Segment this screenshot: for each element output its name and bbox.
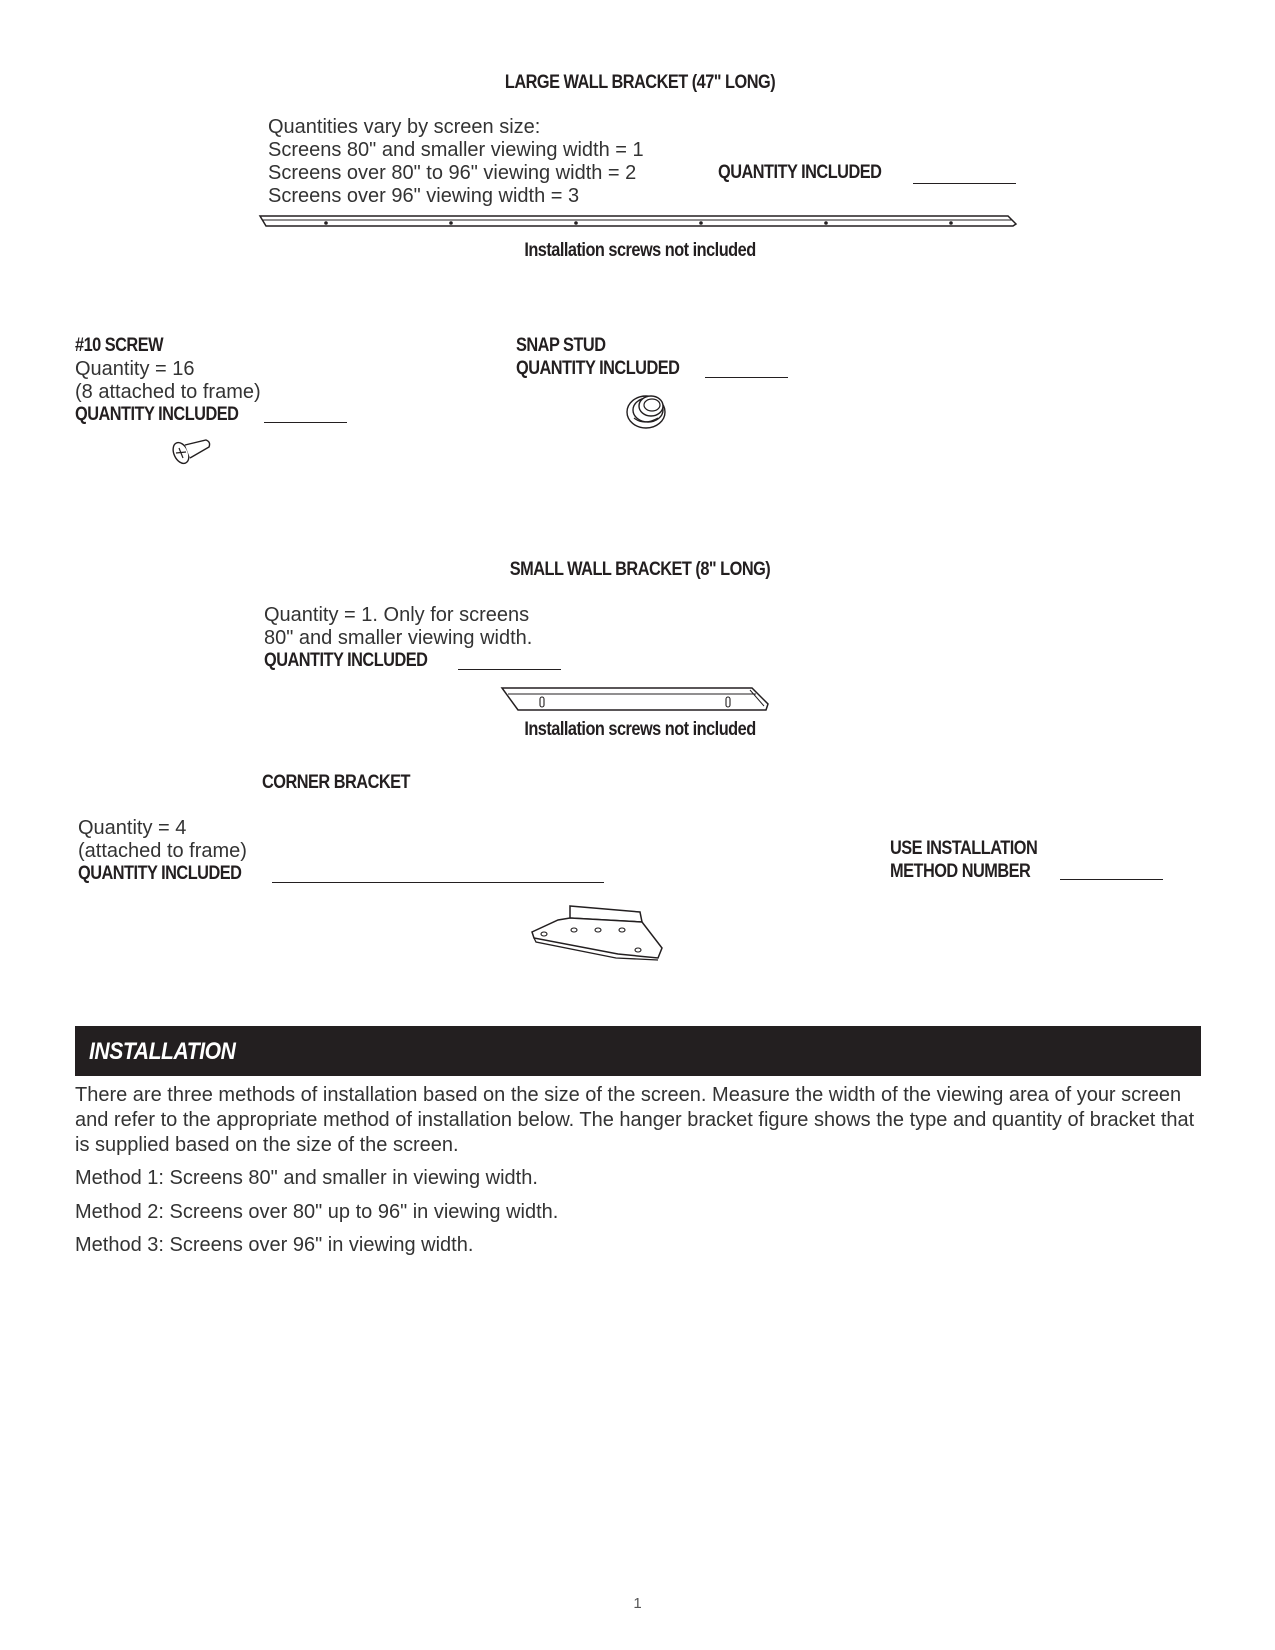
large-bracket-note-line: Screens 80" and smaller viewing width = 1 (268, 139, 644, 161)
corner-bracket-illustration (530, 904, 665, 962)
large-bracket-note-line: Screens over 80" to 96" viewing width = 2 (268, 162, 637, 184)
installation-title: INSTALLATION (89, 1038, 236, 1065)
method-3: Method 3: Screens over 96" in viewing width. (75, 1234, 474, 1256)
large-bracket-quantity-blank[interactable] (913, 167, 1016, 184)
quantity-included-label: QUANTITY INCLUDED (264, 650, 428, 671)
snap-stud-quantity-blank[interactable] (705, 362, 788, 378)
quantity-included-label: QUANTITY INCLUDED (718, 162, 882, 183)
screw-section (75, 335, 265, 427)
quantity-included-label: QUANTITY INCLUDED (75, 404, 239, 425)
method-number-label: METHOD NUMBER (890, 861, 1031, 882)
corner-bracket-section (78, 817, 268, 886)
snap-stud-section (516, 335, 706, 381)
screw-icon (168, 436, 214, 470)
corner-bracket-quantity-blank[interactable] (272, 867, 604, 883)
page-number: 1 (633, 1595, 642, 1612)
small-bracket-quantity-blank[interactable] (458, 654, 561, 670)
corner-bracket-heading: CORNER BRACKET (262, 772, 411, 793)
small-bracket-size-note: 80" and smaller viewing width. (264, 627, 533, 649)
method-1: Method 1: Screens 80" and smaller in viewing width. (75, 1167, 538, 1189)
small-bracket-heading: SMALL WALL BRACKET (8" LONG) (509, 559, 771, 580)
method-number-blank[interactable] (1060, 864, 1163, 880)
large-bracket-note-line: Screens over 96" viewing width = 3 (268, 185, 580, 207)
screw-quantity: Quantity = 16 (75, 358, 195, 380)
small-bracket-screws-note: Installation screws not included (524, 719, 756, 740)
large-bracket-screws-note: Installation screws not included (524, 240, 756, 261)
large-bracket-quantity-notes (268, 116, 644, 208)
snap-stud-heading: SNAP STUD (516, 335, 606, 356)
corner-bracket-quantity: Quantity = 4 (78, 817, 187, 839)
quantity-included-label: QUANTITY INCLUDED (516, 358, 680, 379)
snap-stud-icon (624, 388, 674, 432)
large-bracket-heading: LARGE WALL BRACKET (47" LONG) (504, 72, 776, 93)
method-2: Method 2: Screens over 80" up to 96" in viewing width. (75, 1201, 559, 1223)
large-wall-bracket-illustration (258, 213, 1018, 231)
large-bracket-note-line: Quantities vary by screen size: (268, 116, 541, 138)
screw-heading: #10 SCREW (75, 335, 163, 356)
use-installation-label: USE INSTALLATION (890, 838, 1038, 859)
small-bracket-quantity: Quantity = 1. Only for screens (264, 604, 530, 626)
screw-quantity-blank[interactable] (264, 407, 347, 423)
small-wall-bracket-illustration (500, 684, 772, 714)
installation-header-bar (75, 1026, 1201, 1076)
quantity-included-label: QUANTITY INCLUDED (78, 863, 242, 884)
installation-paragraph: There are three methods of installation based on the size of the screen. Measure the width of the viewing area of your screen and refer to the appropriate method of installation below. The hanger bracket figure shows the type and quantity of bracket that is supplied based on the size of the screen. (75, 1084, 1195, 1156)
corner-bracket-attached-note: (attached to frame) (78, 840, 247, 862)
method-number-section (890, 838, 1061, 884)
screw-attached-note: (8 attached to frame) (75, 381, 261, 403)
large-bracket-quantity-field (718, 162, 908, 184)
